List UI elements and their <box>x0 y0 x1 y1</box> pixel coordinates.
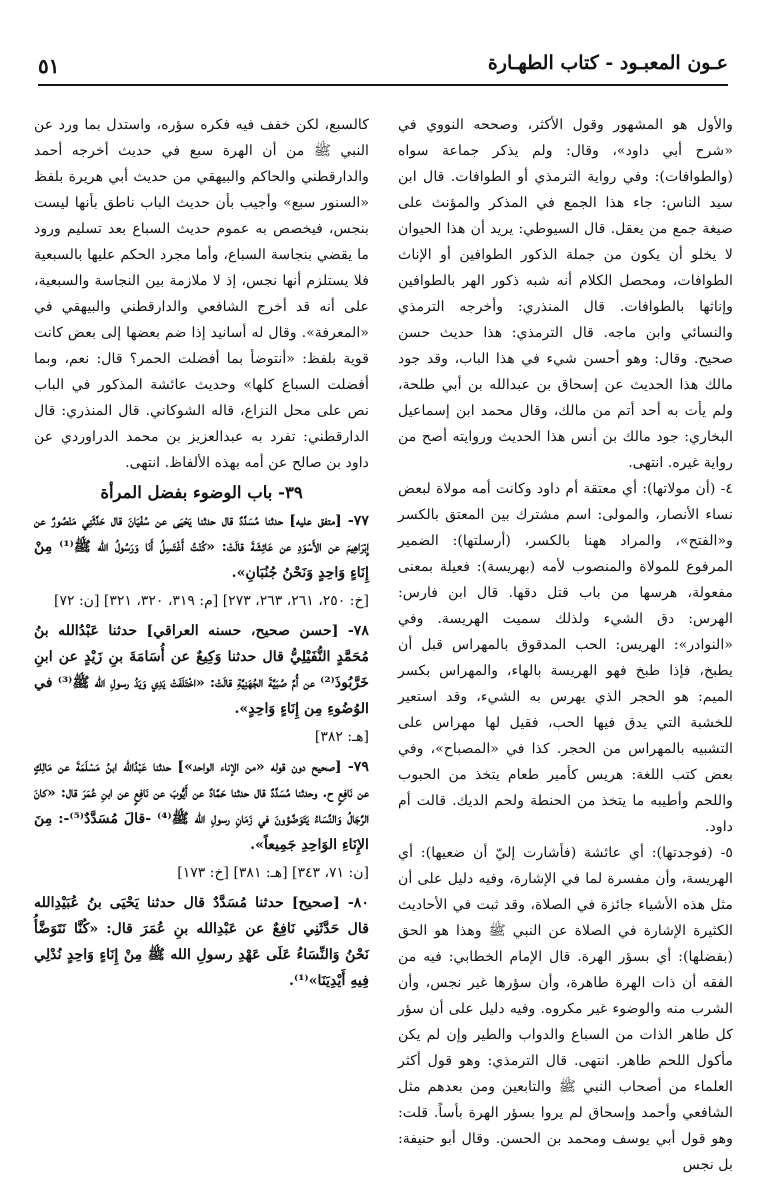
hadith-text: ٨٠- [صحيح] حدثنا مُسَدَّدٌ قال حدثنا يَحْيَى بنُ عُبَيْدِالله قال حَدَّثَنِي نَافِعٌ عن عَبْدِالله بنِ عُمَرَ قال: «كُنَّا نَتَوَضَّأُ نَحْنُ وَالنِّسَاءُ عَلَى عَهْدِ رسولِ الله ﷺ مِنْ إِنَاءٍ وَاحِدٍ نُدْلِي فِيهِ أَيْدِيَنَا»⁽¹⁾. <box>34 895 369 989</box>
chapter-heading: ٣٩- باب الوضوء بفضل المرأة <box>100 483 303 502</box>
left-column <box>34 112 369 994</box>
hadith-text: ٧٧- [متفق عليه] حدثنا مُسَدَّدٌ قال حدثنا يَحْيَى عن سُفْيَانَ قال حَدَّثَنِي مَنْصُورٌ عن إِبْرَاهِيمَ عن الأَسْوَدِ عن عَائِشَةَ قالَتْ: «كُنْتُ أَغْتَسِلُ أَنَا وَرَسُولُ الله ﷺ⁽¹⁾ مِنْ إِنَاءٍ وَاحِدٍ وَنَحْنُ جُنُبَانِ». <box>34 513 369 581</box>
hadith-references: [هـ: ٣٨٢] <box>314 729 369 745</box>
hadith-references: [خ: ٢٥٠، ٢٦١، ٢٦٣، ٢٧٣] [م: ٣١٩، ٣٢٠، ٣٢١] [ن: ٧٢] <box>53 593 369 609</box>
commentary-paragraph: ٥- (فوجدتها): أي عائشة (فأشارت إليّ أن ضعيها): أي الهريسة، وأن مفسرة لما في الإشارة، وفيه دليل على أن مثل هذه الأشياء جائزة في الصلاة، وقد ثبت في الأحاديث الكثيرة الإشارة في الصلاة عن النبي ﷺ وهذا هو الحق (بفضلها): أي بسؤر الهرة. قال الإمام الخطابي: فيه من الفقه أن ذات الهرة طاهرة، وأن سؤرها غير نجس، وأن الشرب منه والوضوء غير مكروه. وفيه دليل على أن سؤر كل طاهر الذات من السباع والدواب والطير وإن لم يكن مأكول اللحم طاهر. انتهى. قال الترمذي: وهو قول أكثر العلماء من أصحاب النبي ﷺ والتابعين ومن بعدهم مثل الشافعي وأحمد وإسحاق لم يروا بسؤر الهرة بأساً. قلت: وهو قول أبي يوسف ومحمد بن الحسن. وقال أبو حنيفة: بل نجس <box>398 845 733 1173</box>
commentary-paragraph: والأول هو المشهور وقول الأكثر، وصححه النووي في «شرح أبي داود»، وقال: ولم يذكر جماعة سواه (والطوافات): وفي رواية الترمذي أو الطوافات. قال ابن سيد الناس: جاء هذا الجمع في المذكر والمؤنث على صيغة جمع من يعقل. قال السيوطي: يريد أن هذا الحيوان لا يخلو أن يكون من جملة الذكور الطوافين أو الإناث الطوافات، ومحصل الكلام أنه شبه ذكور الهر بالطوافين وإناثها بالطوافات. قال المنذري: وأخرجه الترمذي والنسائي وابن ماجه. قال الترمذي: هذا حديث حسن صحيح. وقال: وهو أحسن شيء في هذا الباب، وقد جود مالك هذا الحديث عن إسحاق بن عبدالله بن أبي طلحة، ولم يأت به أحد أتم من مالك، وقال محمد ابن إسماعيل البخاري: جود مالك بن أنس هذا الحديث وروايته أصح من رواية غيره. انتهى. <box>398 117 733 471</box>
hadith-entry <box>34 890 369 994</box>
hadith-entry <box>34 618 369 750</box>
hadith-references: [ن: ٧١، ٣٤٣] [هـ: ٣٨١] [خ: ١٧٣] <box>177 865 369 881</box>
hadith-text: ٧٩- [صحيح دون قوله «من الإناء الواحد»] حدثنا عَبْدُالله ابنُ مَسْلَمَةَ عن مَالِكٍ عن نَافِعٍ ح. وحدثنا مُسَدَّدٌ قال حدثنا حَمَّادٌ عن أَيُّوبَ عن نَافِعٍ عن ابنِ عُمَرَ قال: «كانَ الرِّجَالُ وَالنِّسَاءُ يَتَوَضَّؤونَ في زَمَانِ رسولِ الله ﷺ⁽⁴⁾ -قالَ مُسَدَّدٌ⁽⁵⁾-: مِنَ الإِنَاءِ الوَاحِدِ جَمِيعاً». <box>34 759 369 853</box>
commentary-paragraph: كالسبع، لكن خفف فيه فكره سؤره، واستدل بما ورد عن النبي ﷺ من أن الهرة سبع في حديث أخرجه أحمد والدارقطني والحاكم والبيهقي من حديث أبي هريرة بلفظ «السنور سبع» وأجيب بأن حديث الباب ناطق بأنها ليست بنجس، فيخصص به عموم حديث السباع بعد تسليم ورود ما يقضي بنجاسة السباع، وأما مجرد الحكم عليها بالسبعية فلا يستلزم أنها نجس، إذ لا ملازمة بين النجاسة والسبعية، على أنه قد أخرج الشافعي والدارقطني والبيهقي في «المعرفة». وقال له أسانيد إذا ضم بعضها إلى بعض كانت قوية بلفظ: «أنتوضأ بما أفضلت الحمر؟ قال: نعم، وبما أفضلت السباع كلها» وحديث عائشة المذكور في الباب نص على محل النزاع، قاله الشوكاني. قال المنذري: قال الدارقطني: تفرد به عبدالعزيز بن محمد الدراوردي عن داود بن صالح عن أمه بهذه الألفاظ. انتهى. <box>34 117 369 471</box>
hadith-entry <box>34 754 369 886</box>
hadith-text: ٧٨- [حسن صحيح، حسنه العراقي] حدثنا عَبْدُالله بنُ مُحَمَّدٍ النُّفَيْلِيُّ قال حدثنا وَكِيعٌ عن أُسَامَةَ بنِ زَيْدٍ عن ابنِ خَرَّبُوذَ⁽²⁾ عن أُمِّ صُبَيَّةَ الجُهَنِيَّةِ قالَتْ: «اخْتَلَفَتْ يَدِي وَيَدُ رسولِ الله ﷺ⁽³⁾ في الوُضُوءِ مِن إِنَاءٍ وَاحِدٍ». <box>34 623 369 717</box>
right-column <box>398 112 733 1178</box>
hadith-entry <box>34 508 369 614</box>
page-number: ٥١ <box>38 54 60 78</box>
running-title: عـون المعبـود - كتاب الطهـارة <box>487 52 728 74</box>
page-header <box>38 52 728 86</box>
commentary-paragraph: ٤- (أن مولاتها): أي معتقة أم داود وكانت أمه مولاة لبعض نساء الأنصار، والمولى: اسم مشترك بين المعتق بالكسر و«الفتح»، والمراد ههنا بالكسر، (أرسلتها): الضمير المرفوع للمولاة والمنصوب لأمه (بهريسة): فعيلة بمعنى مفعولة، هرسها من باب قتل دقها. قال ابن فارس: الهرس: دق الشيء ولذلك سميت الهريسة. وفي «النوادر»: الهريس: الحب المدقوق بالمهراس قبل أن يطبخ، فإذا طبخ فهو الهريسة بالهاء، والمهراس بكسر الميم: هو الحجر الذي يهرس به الشيء، وقد استعير للخشبة التي يدق فيها الحب، فقيل لها مهراس على التشبيه بالمهراس من الحجر. كذا في «المصباح»، وفي بعض كتب اللغة: هريس كأمير طعام يتخذ من الحبوب واللحم وأطيبه ما يتخذ من الحنطة ولحم الديك. قالت أم داود. <box>398 481 733 835</box>
